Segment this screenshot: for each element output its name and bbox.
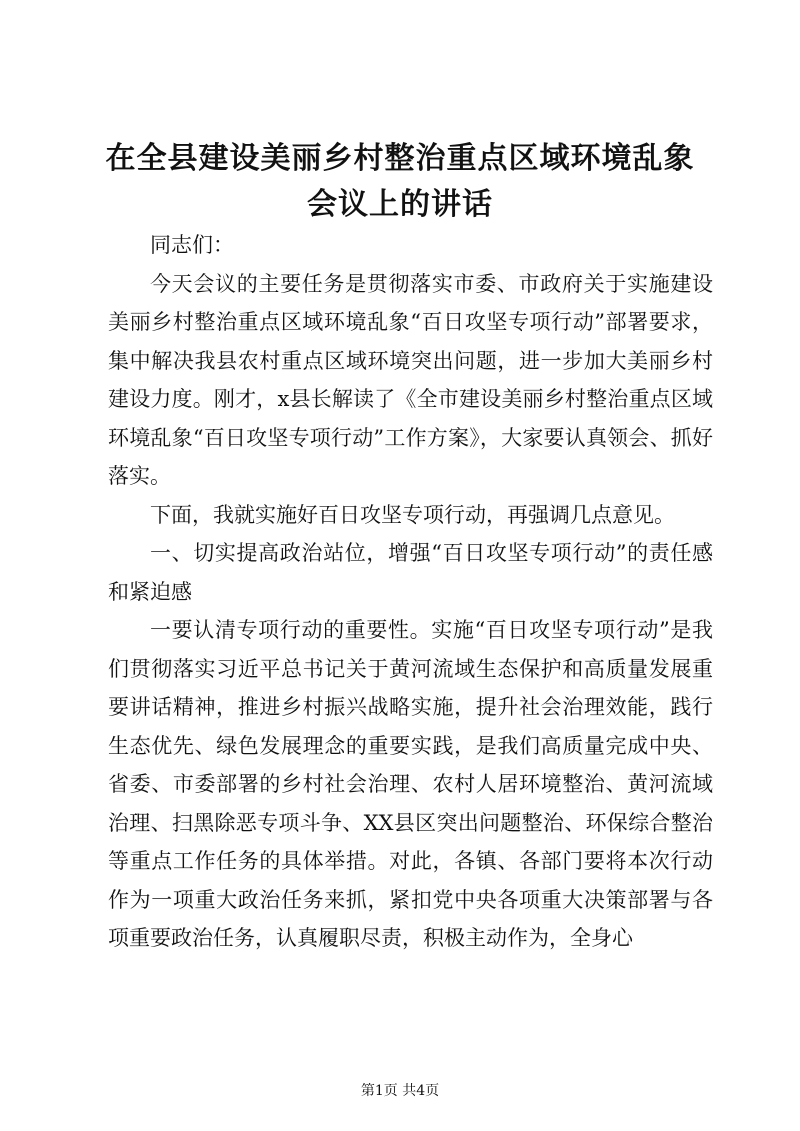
document-body xyxy=(108,226,713,958)
salutation-paragraph: 同志们： xyxy=(150,233,234,257)
document-title: 在全县建设美丽乡村整治重点区域环境乱象会议上的讲话 xyxy=(105,141,695,222)
page-number-footer: 第1页 共4页 xyxy=(360,1083,440,1099)
body-paragraph: 一要认清专项行动的重要性。实施“百日攻坚专项行动”是我们贯彻落实习近平总书记关于黄河流域生态保护和高质量发展重要讲话精神，推进乡村振兴战略实施，提升社会治理效能，践行生态优先、绿色发展理念的重要实践，是我们高质量完成中央、省委、市委部署的乡村社会治理、农村人居环境整治、黄河流域治理、扫黑除恶专项斗争、XX县区突出问题整治、环保综合整治等重点工作任务的具体举措。对此，各镇、各部门要将本次行动作为一项重大政治任务来抓，紧扣党中央各项重大决策部署与各项重要政治任务，认真履职尽责，积极主动作为，全身心 xyxy=(108,618,713,950)
section-heading: 一、切实提高政治站位，增强“百日攻坚专项行动”的责任感和紧迫感 xyxy=(108,541,713,604)
intro-paragraph: 今天会议的主要任务是贯彻落实市委、市政府关于实施建设美丽乡村整治重点区域环境乱象“百日攻坚专项行动”部署要求，集中解决我县农村重点区域环境突出问题，进一步加大美丽乡村建设力度。刚才，x县长解读了《全市建设美丽乡村整治重点区域环境乱象“百日攻坚专项行动”工作方案》，大家要认真领会、抓好落实。 xyxy=(108,271,713,488)
transition-paragraph: 下面，我就实施好百日攻坚专项行动，再强调几点意见。 xyxy=(150,502,675,527)
